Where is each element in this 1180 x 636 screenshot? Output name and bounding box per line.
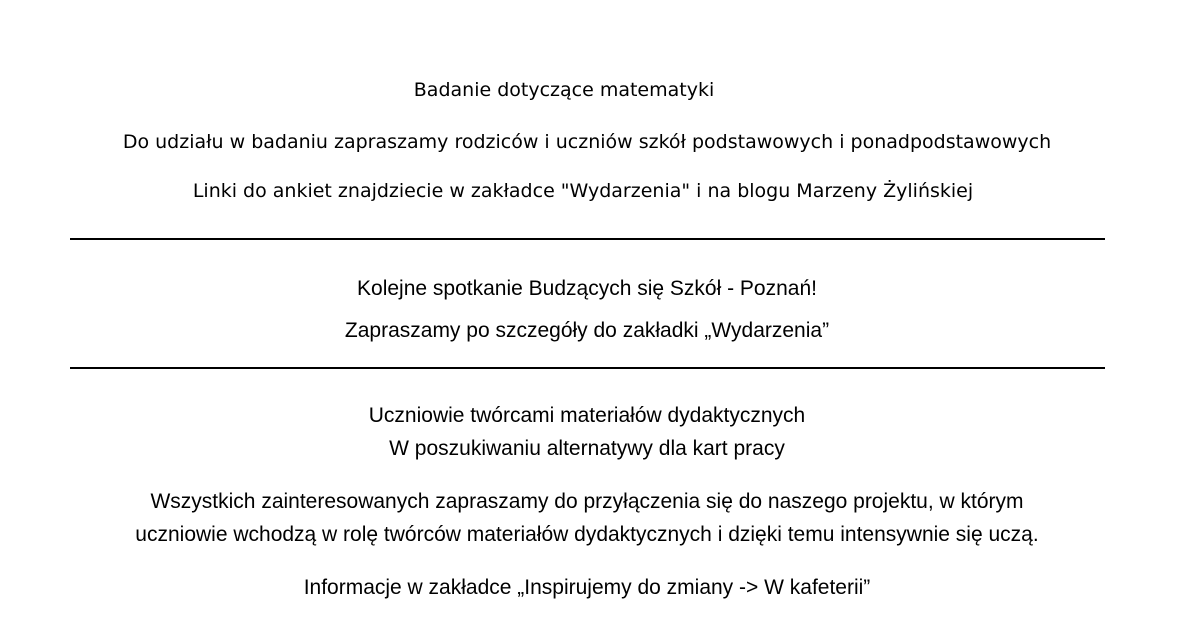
project-info-text: Informacje w zakładce „Inspirujemy do zmiany -> W kafeterii” (303, 576, 871, 599)
project-description-line-2: uczniowie wchodzą w rolę twórców materiałów dydaktycznych i dzięki temu intensywnie się uczą. (135, 523, 1039, 546)
divider-1 (70, 238, 1105, 240)
survey-links-text: Linki do ankiet znajdziecie w zakładce "Wydarzenia" i na blogu Marzeny Żylińskiej (192, 180, 974, 202)
project-title: Uczniowie twórcami materiałów dydaktycznych (368, 404, 806, 427)
meeting-announcement: Kolejne spotkanie Budzących się Szkół - Poznań! (357, 277, 817, 300)
survey-invitation-text: Do udziału w badaniu zapraszamy rodziców i uczniów szkół podstawowych i ponadpodstawowych (122, 131, 1052, 153)
project-subtitle: W poszukiwaniu alternatywy dla kart pracy (389, 437, 785, 460)
divider-2 (70, 367, 1105, 369)
meeting-details-text: Zapraszamy po szczegóły do zakładki „Wydarzenia” (344, 319, 830, 342)
survey-title: Badanie dotyczące matematyki (413, 79, 715, 101)
project-description-line-1: Wszystkich zainteresowanych zapraszamy do przyłączenia się do naszego projektu, w którym (150, 490, 1024, 513)
